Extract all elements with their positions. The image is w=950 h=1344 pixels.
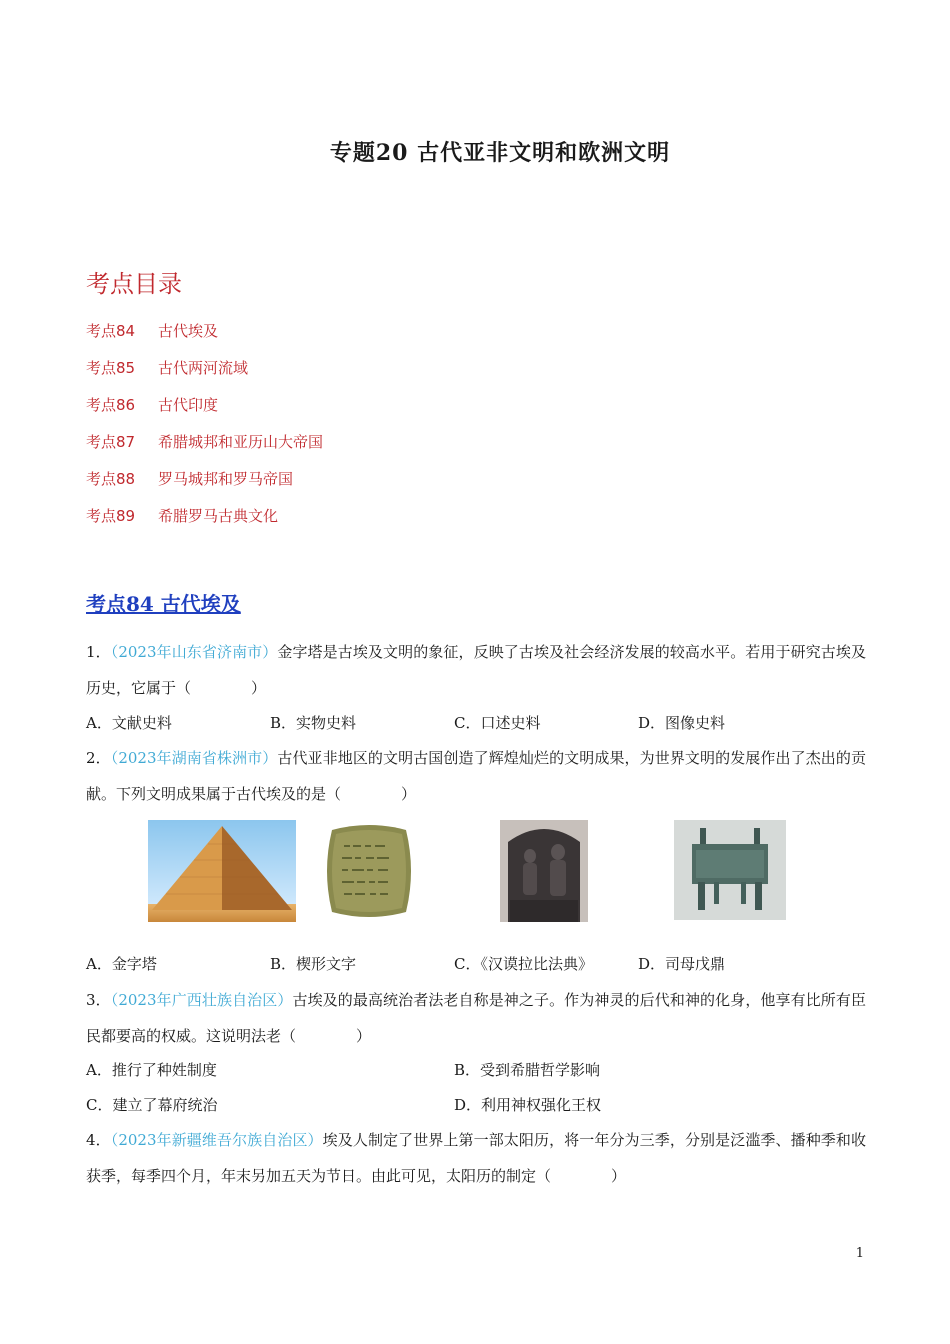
simuwu-ding-image [674, 820, 786, 920]
option-d[interactable]: D．图像史料 [638, 714, 726, 732]
question-number: 4． [86, 1131, 111, 1149]
toc-item-label: 古代印度 [158, 396, 219, 414]
toc-list [86, 320, 323, 542]
option-b[interactable]: B．受到希腊哲学影响 [454, 1061, 601, 1079]
toc-item[interactable] [86, 357, 323, 394]
question-4 [86, 1122, 866, 1194]
toc-item-number: 考点84 [86, 322, 136, 340]
toc-item[interactable] [86, 468, 323, 505]
question-source: （2023年广西壮族自治区） [110, 991, 293, 1009]
option-c[interactable]: C．口述史料 [454, 714, 541, 732]
option-c[interactable]: C．建立了幕府统治 [86, 1096, 218, 1114]
question-1 [86, 634, 866, 706]
option-a[interactable]: A．文献史料 [86, 714, 172, 732]
question-text: 金字塔是古埃及文明的象征，反映了古埃及社会经济发展的较高水平。若用于研究古埃及历史，它属于（ ） [86, 643, 866, 697]
option-a[interactable]: A．金字塔 [86, 955, 157, 973]
option-d[interactable]: D．司母戊鼎 [638, 955, 726, 973]
toc-item-label: 罗马城邦和罗马帝国 [158, 470, 294, 488]
toc-item-label: 古代埃及 [158, 322, 219, 340]
section-heading[interactable]: 考点84 古代埃及 [86, 592, 241, 616]
page-number: 1 [855, 1246, 864, 1261]
option-b[interactable]: B．楔形文字 [270, 955, 357, 973]
toc-item[interactable] [86, 320, 323, 357]
toc-item[interactable] [86, 505, 323, 542]
toc-item-number: 考点87 [86, 433, 136, 451]
option-b[interactable]: B．实物史料 [270, 714, 357, 732]
question-source: （2023年新疆维吾尔族自治区） [110, 1131, 323, 1149]
toc-item-number: 考点85 [86, 359, 136, 377]
cuneiform-tablet-image [320, 820, 418, 922]
toc-item-number: 考点89 [86, 507, 136, 525]
question-source: （2023年湖南省株洲市） [110, 749, 278, 767]
toc-heading: 考点目录 [86, 270, 182, 298]
option-d[interactable]: D．利用神权强化王权 [454, 1096, 602, 1114]
question-text: 古代亚非地区的文明古国创造了辉煌灿烂的文明成果，为世界文明的发展作出了杰出的贡献。下列文明成果属于古代埃及的是（ ） [86, 749, 866, 803]
toc-item-label: 希腊罗马古典文化 [158, 507, 279, 525]
toc-item-label: 古代两河流域 [158, 359, 249, 377]
toc-item[interactable] [86, 394, 323, 431]
toc-item[interactable] [86, 431, 323, 468]
page-title: 专题20 古代亚非文明和欧洲文明 [329, 140, 671, 166]
option-a[interactable]: A．推行了种姓制度 [86, 1061, 217, 1079]
question-2 [86, 740, 866, 812]
toc-item-label: 希腊城邦和亚历山大帝国 [158, 433, 324, 451]
question-text: 埃及人制定了世界上第一部太阳历，将一年分为三季，分别是泛滥季、播种季和收获季，每季四个月，年末另加五天为节日。由此可见，太阳历的制定（ ） [86, 1131, 866, 1185]
question-text: 古埃及的最高统治者法老自称是神之子。作为神灵的后代和神的化身，他享有比所有臣民都要高的权威。这说明法老（ ） [86, 991, 866, 1045]
toc-item-number: 考点86 [86, 396, 136, 414]
code-of-hammurabi-stele-image [500, 820, 588, 922]
question-source: （2023年山东省济南市） [110, 643, 278, 661]
pyramid-image [148, 820, 296, 922]
question-number: 2． [86, 749, 111, 767]
toc-item-number: 考点88 [86, 470, 136, 488]
question-3 [86, 982, 866, 1054]
question-number: 3． [86, 991, 111, 1009]
option-c[interactable]: C．《汉谟拉比法典》 [454, 955, 593, 973]
question-number: 1． [86, 643, 111, 661]
